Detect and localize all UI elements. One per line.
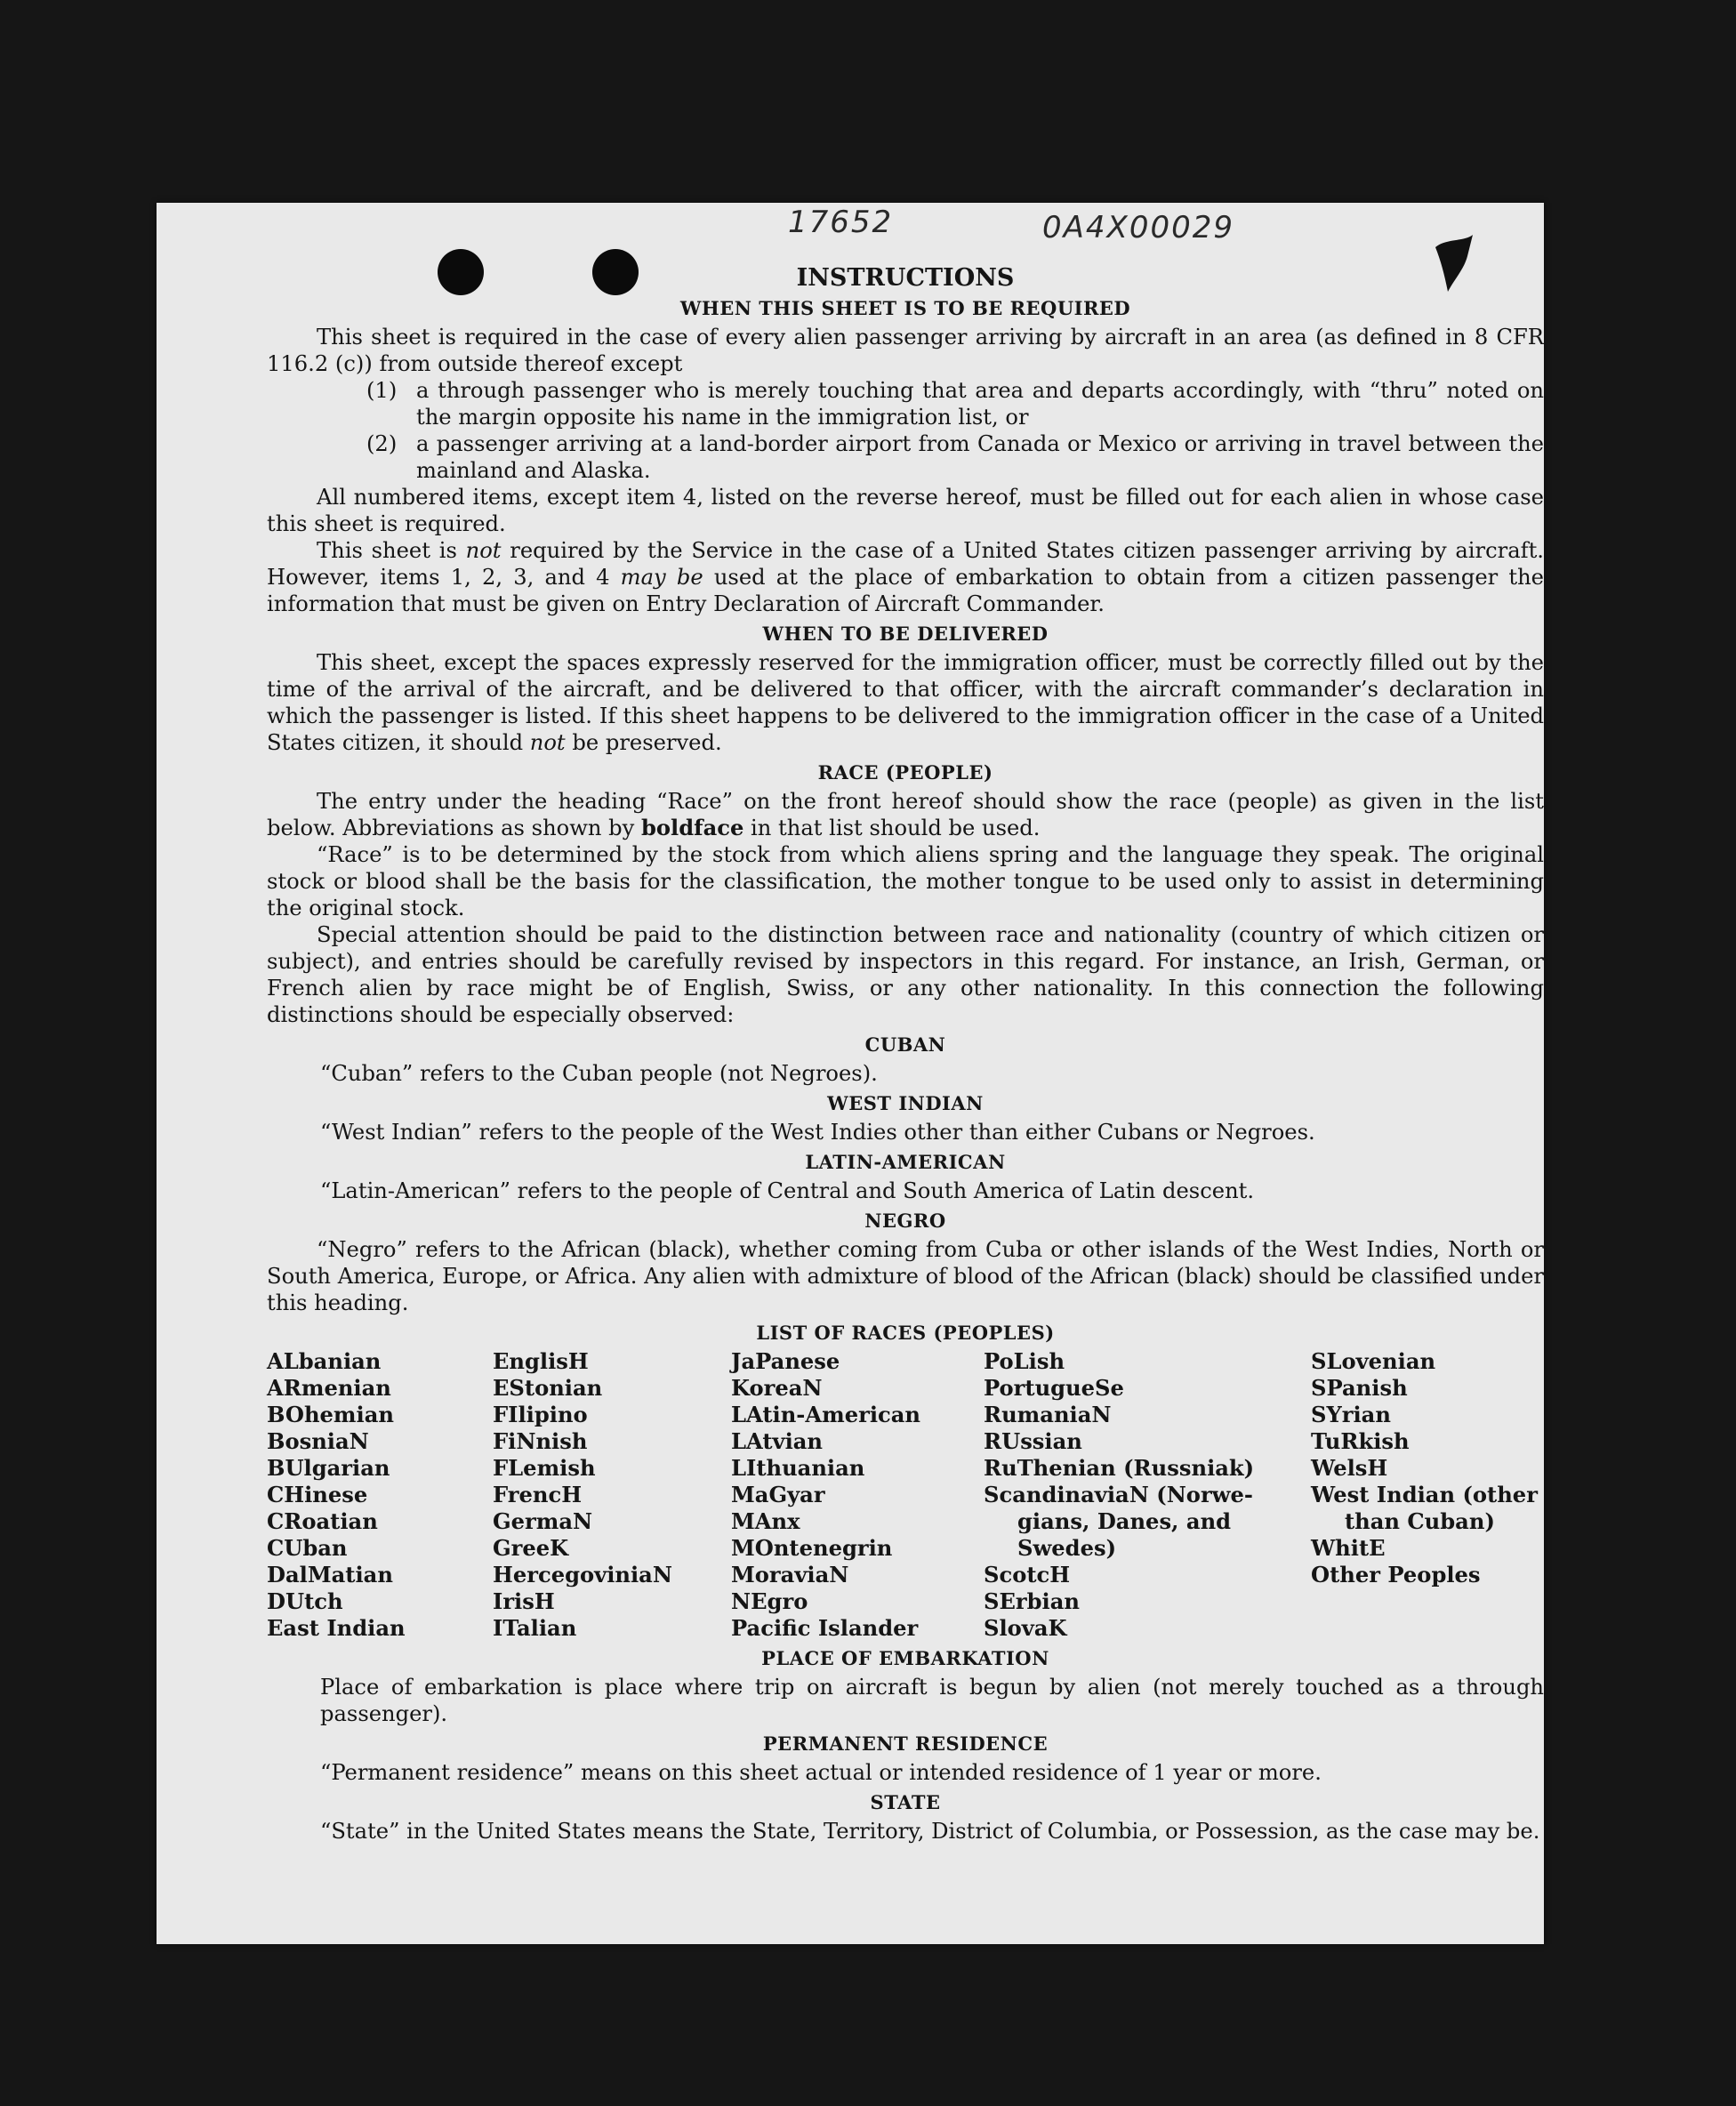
race-item: IrisH [493,1588,555,1614]
paragraph: “Race” is to be determined by the stock from which aliens spring and the language they speak. The original stock or blood shall be the basis for the classification, the mother tongue to be used only to assist in determining the original stock. [267,842,1544,920]
paragraph: Special attention should be paid to the distinction between race and nationality (country of which citizen or subject), and entries should be carefully revised by inspectors in this regard. For instance, an Irish, German, or French alien by race might be of English, Swiss, or any other nationality. In this connection the following distinctions should be especially observed: [267,922,1544,1027]
italic-text: may be [620,565,703,590]
list-number: (1) [366,378,398,403]
paragraph: “Negro” refers to the African (black), whether coming from Cuba or other islands of the West Indies, North or South America, Europe, or Africa. Any alien with admixture of blood of the African (black) should be classified under this heading. [267,1237,1544,1315]
handwritten-number-right: 0A4X00029 [1042,210,1234,245]
race-item: East Indian [267,1615,406,1641]
list-item [366,377,1544,430]
paragraph: Place of embarkation is place where trip on aircraft is begun by alien (not merely touched as a through passenger). [320,1675,1544,1726]
races-column [1311,1348,1544,1642]
section-heading-required: WHEN THIS SHEET IS TO BE REQUIRED [679,297,1131,319]
races-column [731,1348,984,1642]
text-run: This sheet is [317,538,466,563]
section-heading-cuban: CUBAN [864,1033,946,1056]
races-list [267,1348,1544,1642]
paragraph: “Permanent residence” means on this sheet actual or intended residence of 1 year or more. [320,1760,1322,1785]
section-heading-west-indian: WEST INDIAN [827,1092,984,1114]
document-page [157,203,1544,1944]
race-item: JaPanese [731,1348,840,1374]
section-heading-embarkation: PLACE OF EMBARKATION [761,1647,1049,1669]
race-item: NEgro [731,1588,808,1614]
list-text: a passenger arriving at a land-border airport from Canada or Mexico or arriving in travel between the mainland and Alaska. [416,431,1544,483]
paragraph: “State” in the United States means the State, Territory, District of Columbia, or Possession, as the case may be. [320,1819,1540,1844]
section-heading-races-list: LIST OF RACES (PEOPLES) [756,1322,1055,1344]
section-heading-latin-american: LATIN-AMERICAN [805,1151,1006,1173]
race-item: GreeK [493,1535,569,1561]
race-item: FLemish [493,1455,596,1481]
race-item: SLovenian [1311,1348,1436,1374]
race-item: PortugueSe [984,1375,1124,1401]
race-item: RumaniaN [984,1402,1112,1427]
race-item: RUssian [984,1428,1082,1454]
race-item: EStonian [493,1375,603,1401]
race-item: BOhemian [267,1402,394,1427]
race-item: SlovaK [984,1615,1067,1641]
race-item: MOntenegrin [731,1535,893,1561]
race-item: BosniaN [267,1428,369,1454]
race-item: PoLish [984,1348,1065,1374]
race-item-continued: gians, Danes, and [1017,1508,1232,1534]
race-item: FrencH [493,1482,583,1507]
list-text: a through passenger who is merely touching that area and departs accordingly, with “thru” noted on the margin opposite his name in the immigration list, or [416,378,1544,430]
races-column [267,1348,493,1642]
races-column [984,1348,1311,1642]
text-run: The entry under the heading “Race” on the front hereof should show the race (people) as given in the list below. Abbreviations as shown by [267,789,1544,840]
race-item: HercegoviniaN [493,1562,672,1588]
instructions-body [267,265,1544,1845]
races-column [493,1348,731,1642]
handwritten-number-left: 17652 [788,205,894,240]
race-item: TuRkish [1311,1428,1410,1454]
race-item: RuThenian (Russniak) [984,1455,1255,1481]
race-item: SYrian [1311,1402,1391,1427]
section-heading-delivered: WHEN TO BE DELIVERED [762,623,1049,645]
race-item: WhitE [1311,1535,1386,1561]
race-item: ARmenian [267,1375,391,1401]
page-title: INSTRUCTIONS [796,264,1015,292]
race-item: MaGyar [731,1482,825,1507]
race-item-continued: Swedes) [1017,1535,1117,1561]
paragraph: All numbered items, except item 4, listed on the reverse hereof, must be filled out for each alien in whose case this sheet is required. [267,485,1544,536]
race-item: LAtvian [731,1428,824,1454]
section-heading-race: RACE (PEOPLE) [817,761,993,784]
race-item: SErbian [984,1588,1081,1614]
race-item: ScotcH [984,1562,1071,1588]
race-item: EnglisH [493,1348,589,1374]
paragraph: “West Indian” refers to the people of the West Indies other than either Cubans or Negroes. [320,1120,1315,1145]
section-heading-residence: PERMANENT RESIDENCE [762,1732,1049,1755]
text-run: be preserved. [565,730,722,755]
race-item: LAtin-American [731,1402,920,1427]
race-item: Other Peoples [1311,1562,1481,1588]
race-item: ALbanian [267,1348,382,1374]
race-item-continued: than Cuban) [1345,1508,1495,1534]
paragraph: “Cuban” refers to the Cuban people (not Negroes). [320,1061,878,1086]
text-run: This sheet, except the spaces expressly reserved for the immigration officer, must be correctly filled out by the time of the arrival of the aircraft, and be delivered to that officer, with the aircraft commander’s declaration in which the passenger is listed. If this sheet happens to be delivered to the immigration officer in the case of a United States citizen, it should [267,650,1544,755]
italic-text: not [529,730,566,755]
race-item: GermaN [493,1508,593,1534]
race-item: CHinese [267,1482,368,1507]
paragraph [267,537,1544,617]
race-item: DUtch [267,1588,343,1614]
paragraph: This sheet is required in the case of every alien passenger arriving by aircraft in an area (as defined in 8 CFR 116.2 (c)) from outside thereof except [267,325,1544,376]
race-item: West Indian (other [1311,1482,1538,1507]
race-item: SPanish [1311,1375,1408,1401]
race-item: ScandinaviaN (Norwe- [984,1482,1253,1507]
list-item [366,430,1544,484]
section-heading-negro: NEGRO [864,1210,946,1232]
race-item: MAnx [731,1508,800,1534]
race-item: MoraviaN [731,1562,849,1588]
race-item: BUlgarian [267,1455,390,1481]
paragraph [267,649,1544,756]
race-item: FIlipino [493,1402,588,1427]
section-heading-state: STATE [870,1791,941,1813]
race-item: CRoatian [267,1508,378,1534]
race-item: Pacific Islander [731,1615,919,1641]
race-item: FiNnish [493,1428,588,1454]
paragraph: “Latin-American” refers to the people of Central and South America of Latin descent. [320,1178,1255,1203]
italic-text: not [465,538,502,563]
race-item: LIthuanian [731,1455,865,1481]
text-run: used at the place of embarkation to obtain from a citizen passenger the information that must be given on Entry Declaration of Aircraft Commander. [267,565,1544,616]
race-item: CUban [267,1535,348,1561]
paragraph [267,788,1544,841]
bold-text: boldface [641,815,744,840]
race-item: DalMatian [267,1562,393,1588]
text-run: in that list should be used. [743,816,1041,840]
race-item: KoreaN [731,1375,823,1401]
race-item: ITalian [493,1615,577,1641]
race-item: WelsH [1311,1455,1388,1481]
list-number: (2) [366,431,398,456]
text-run: required by the Service in the case of a United States citizen passenger arriving by aircraft. However, items 1, 2, 3, and 4 [267,538,1544,590]
